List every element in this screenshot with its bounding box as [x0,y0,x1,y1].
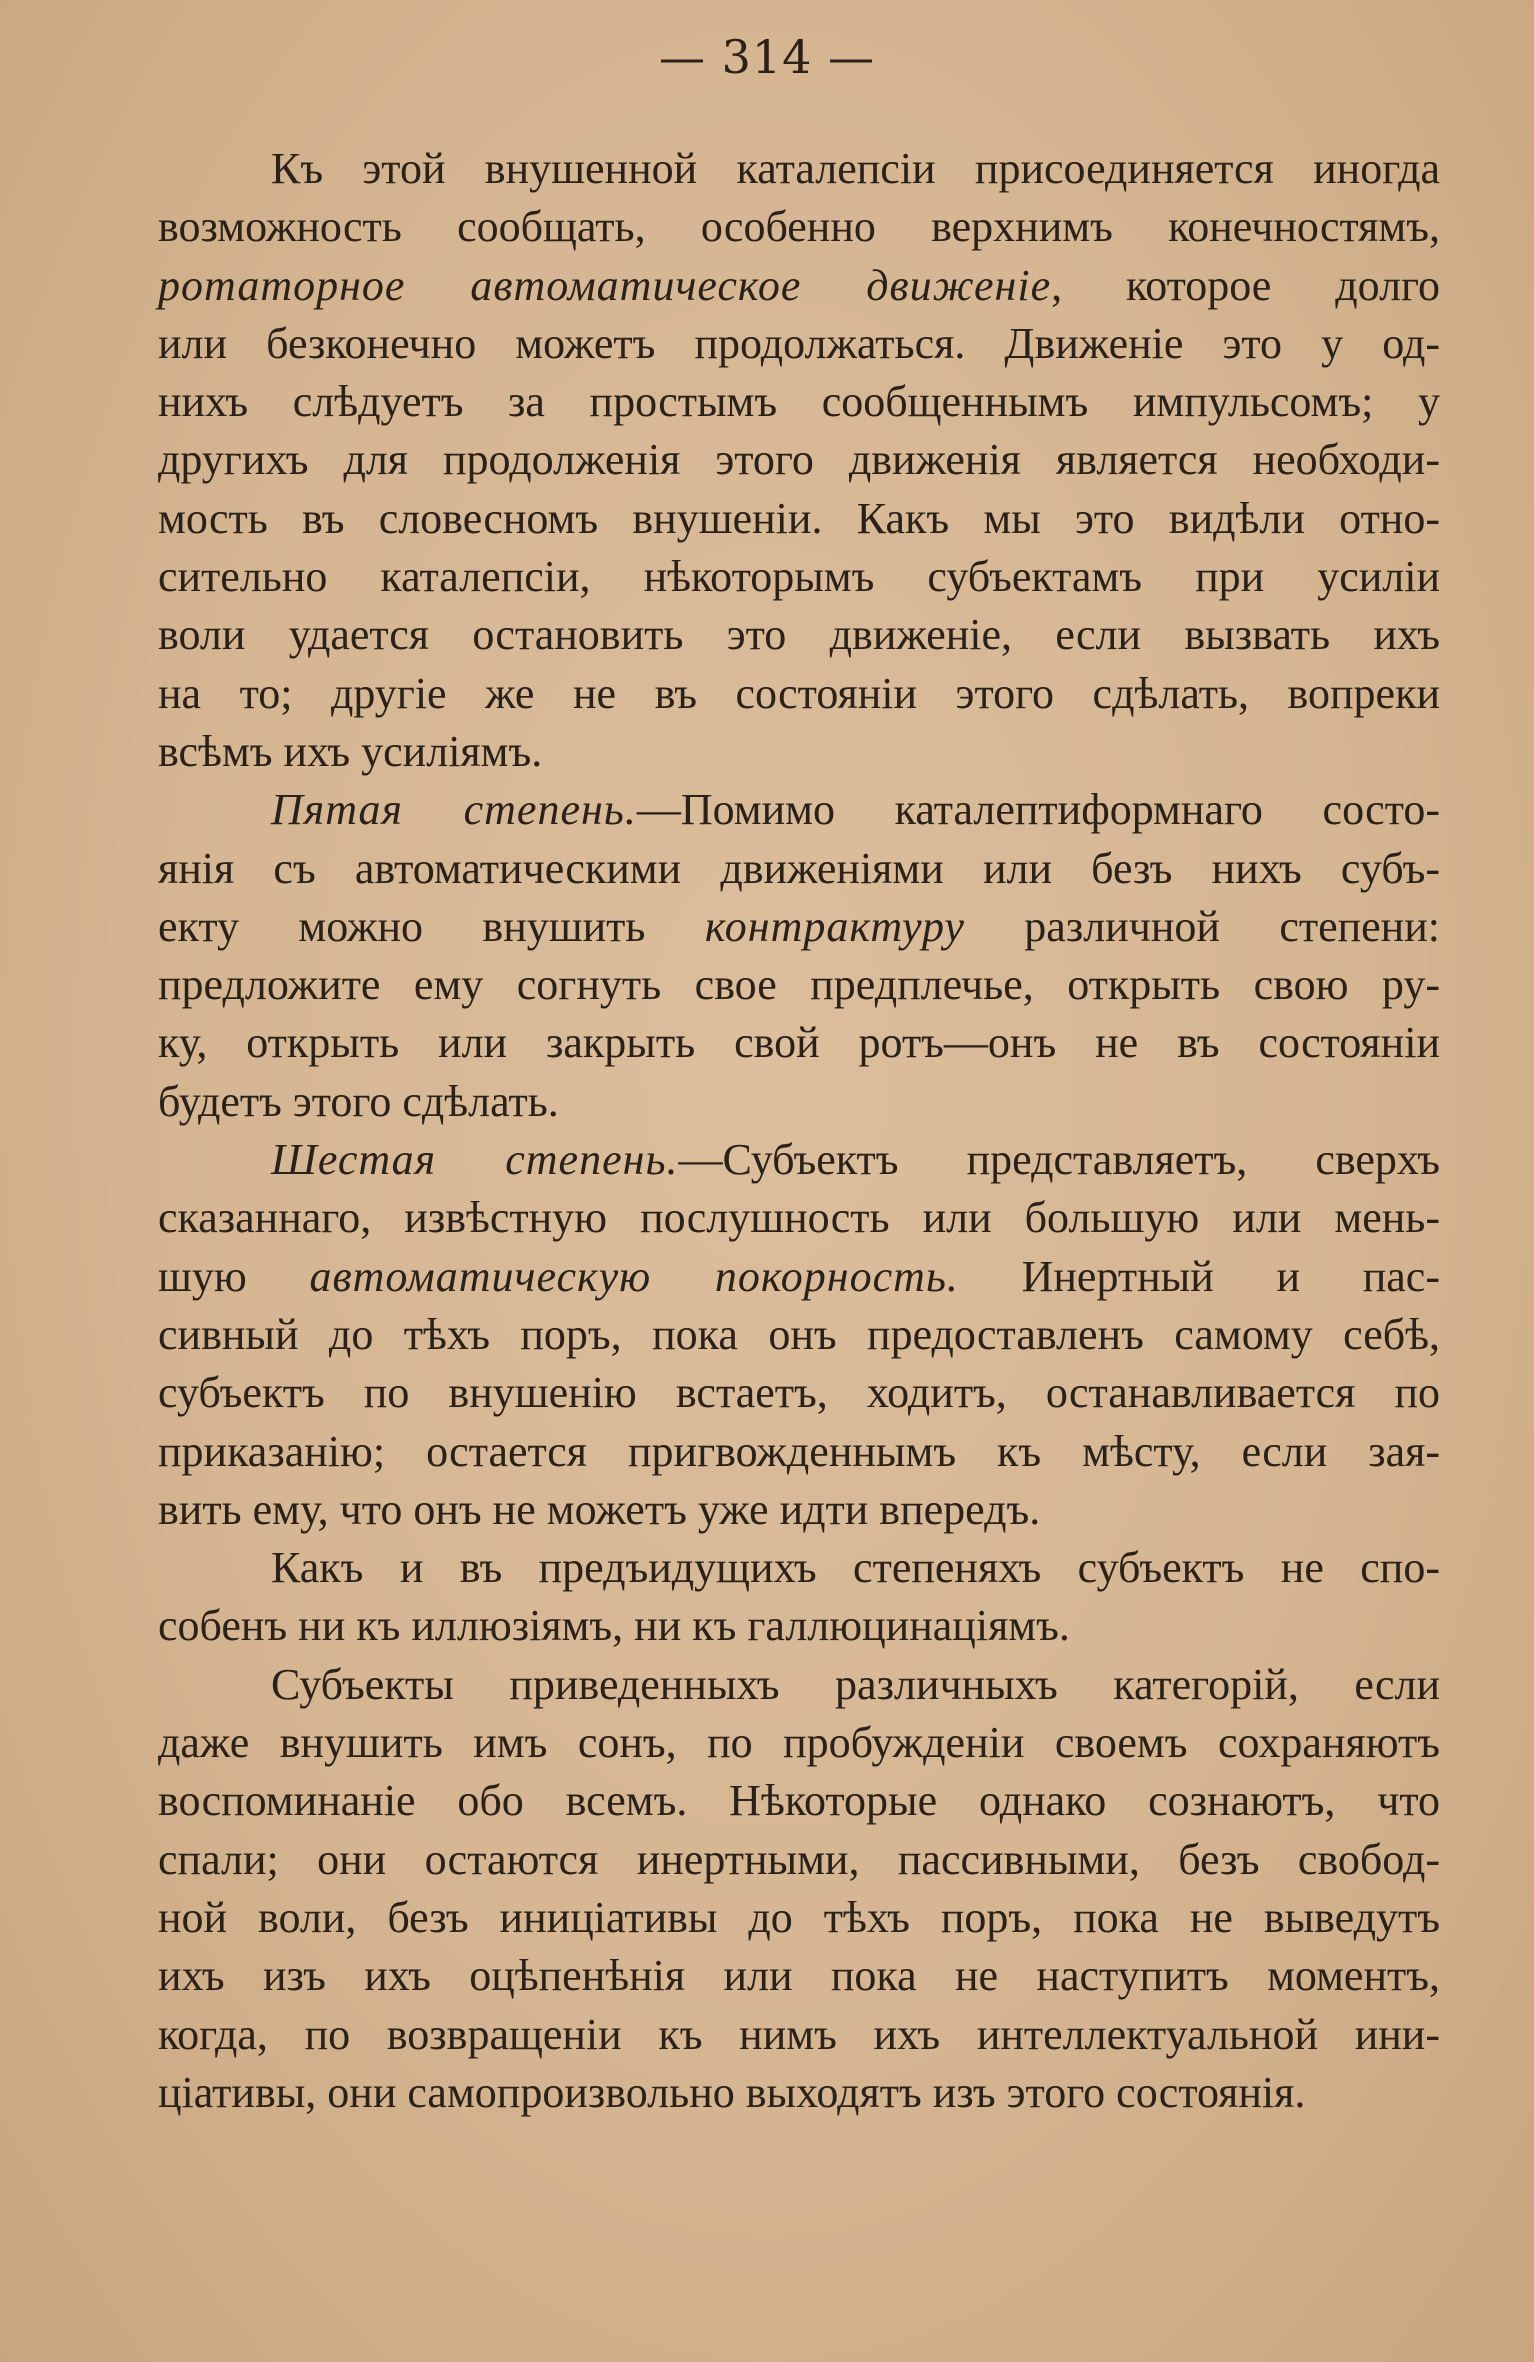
italic-text: контрактуру [704,901,965,951]
text-line [158,548,1440,606]
text-line [158,1947,1440,2005]
text-segment: Какъ и въ предъидущихъ степеняхъ субъектъ не спо- [271,1543,1440,1593]
text-line [158,490,1440,548]
text-line [158,1131,1440,1189]
italic-text: ротаторное автоматическое движенiе [158,260,1052,310]
text-segment: предложите ему согнуть свое предплечье, открыть свою ру- [158,960,1440,1010]
text-line [158,1889,1440,1947]
text-segment: ихъ изъ ихъ оцѣпенѣнія или пока не наступитъ моментъ, [158,1951,1440,2001]
text-segment: собенъ ни къ иллюзіямъ, ни къ галлюцинаціямъ. [158,1601,1070,1651]
text-line [158,315,1440,373]
text-line [158,606,1440,664]
text-segment: всѣмъ ихъ усиліямъ. [158,726,543,776]
text-line [158,1714,1440,1772]
text-segment: мость въ словесномъ внушеніи. Какъ мы это видѣли отно- [158,493,1440,543]
text-segment: когда, по возвращеніи къ нимъ ихъ интеллектуальной ини- [158,2009,1440,2059]
text-line [158,1248,1440,1306]
text-segment: или безконечно можетъ продолжаться. Движенiе это у од- [158,318,1440,368]
text-line [158,898,1440,956]
text-segment: сказаннаго, извѣстную послушность или большую или мень- [158,1193,1440,1243]
text-line [158,1539,1440,1597]
text-line [158,1772,1440,1830]
text-line [158,1831,1440,1889]
text-segment: различной степени: [964,901,1440,951]
text-segment: —Субъектъ представляетъ, сверхъ [678,1135,1441,1185]
text-line [158,1014,1440,1072]
text-line [158,198,1440,256]
page-number: — 314 — [658,30,876,84]
text-segment: будетъ этого сдѣлать. [158,1076,559,1126]
body-text [158,140,1440,2122]
text-line [158,140,1440,198]
text-segment: ной воли, безъ иниціативы до тѣхъ поръ, пока не выведутъ [158,1892,1440,1942]
text-segment: ку, открыть или закрыть свой ротъ—онъ не въ состояніи [158,1018,1440,1068]
text-segment: сивный до тѣхъ поръ, пока онъ предоставленъ самому себѣ, [158,1309,1440,1359]
text-line [158,431,1440,489]
text-segment: вить ему, что онъ не можетъ уже идти впередъ. [158,1484,1041,1534]
text-segment: субъектъ по внушенію встаетъ, ходитъ, останавливается по [158,1368,1440,1418]
text-segment: екту можно внушить [158,901,705,951]
text-segment: Инертный и пас- [958,1251,1440,1301]
text-segment: воспоминаніе обо всемъ. Нѣкоторые однако сознаютъ, что [158,1776,1440,1826]
text-segment: янія съ автоматическими движеніями или безъ нихъ субъ- [158,843,1440,893]
text-line [158,840,1440,898]
italic-text: Шестая степень. [271,1135,679,1185]
text-segment: возможность сообщать, особенно верхнимъ конечностямъ, [158,202,1440,252]
text-segment: , которое долго [1051,260,1440,310]
text-line [158,1073,1440,1131]
text-line [158,665,1440,723]
text-line [158,373,1440,431]
text-line [158,723,1440,781]
text-segment: воли удается остановить это движенiе, если вызвать ихъ [158,610,1440,660]
text-segment: приказанію; остается пригвожденнымъ къ мѣсту, если зая- [158,1426,1440,1476]
text-line [158,1481,1440,1539]
text-segment: на то; другiе же не въ состояніи этого сдѣлать, вопреки [158,668,1440,718]
text-segment: сительно каталепсіи, нѣкоторымъ субъектамъ при усиліи [158,552,1440,602]
text-line [158,257,1440,315]
text-line [158,1597,1440,1655]
text-line [158,2064,1440,2122]
text-segment: Къ этой внушенной каталепсіи присоединяется иногда [271,144,1440,193]
text-segment: даже внушить имъ сонъ, по пробужденіи своемъ сохраняютъ [158,1718,1440,1768]
text-line [158,956,1440,1014]
text-segment: другихъ для продолженія этого движенія является необходи- [158,435,1440,485]
text-line [158,1656,1440,1714]
text-segment: ціативы, они самопроизвольно выходятъ изъ этого состоянія. [158,2067,1306,2117]
text-line [158,2006,1440,2064]
text-line [158,1423,1440,1481]
text-segment: Субъекты приведенныхъ различныхъ категорій, если [271,1659,1440,1709]
text-line [158,781,1440,839]
italic-text: Пятая степень. [271,785,637,835]
text-segment: —Помимо каталептиформнаго состо- [636,785,1440,835]
text-line [158,1189,1440,1247]
text-segment: шую [158,1251,310,1301]
text-segment: спали; они остаются инертными, пассивными, безъ свобод- [158,1834,1440,1884]
italic-text: автоматическую покорность. [309,1251,959,1301]
text-segment: нихъ слѣдуетъ за простымъ сообщеннымъ импульсомъ; у [158,377,1440,427]
text-line [158,1306,1440,1364]
text-line [158,1364,1440,1422]
